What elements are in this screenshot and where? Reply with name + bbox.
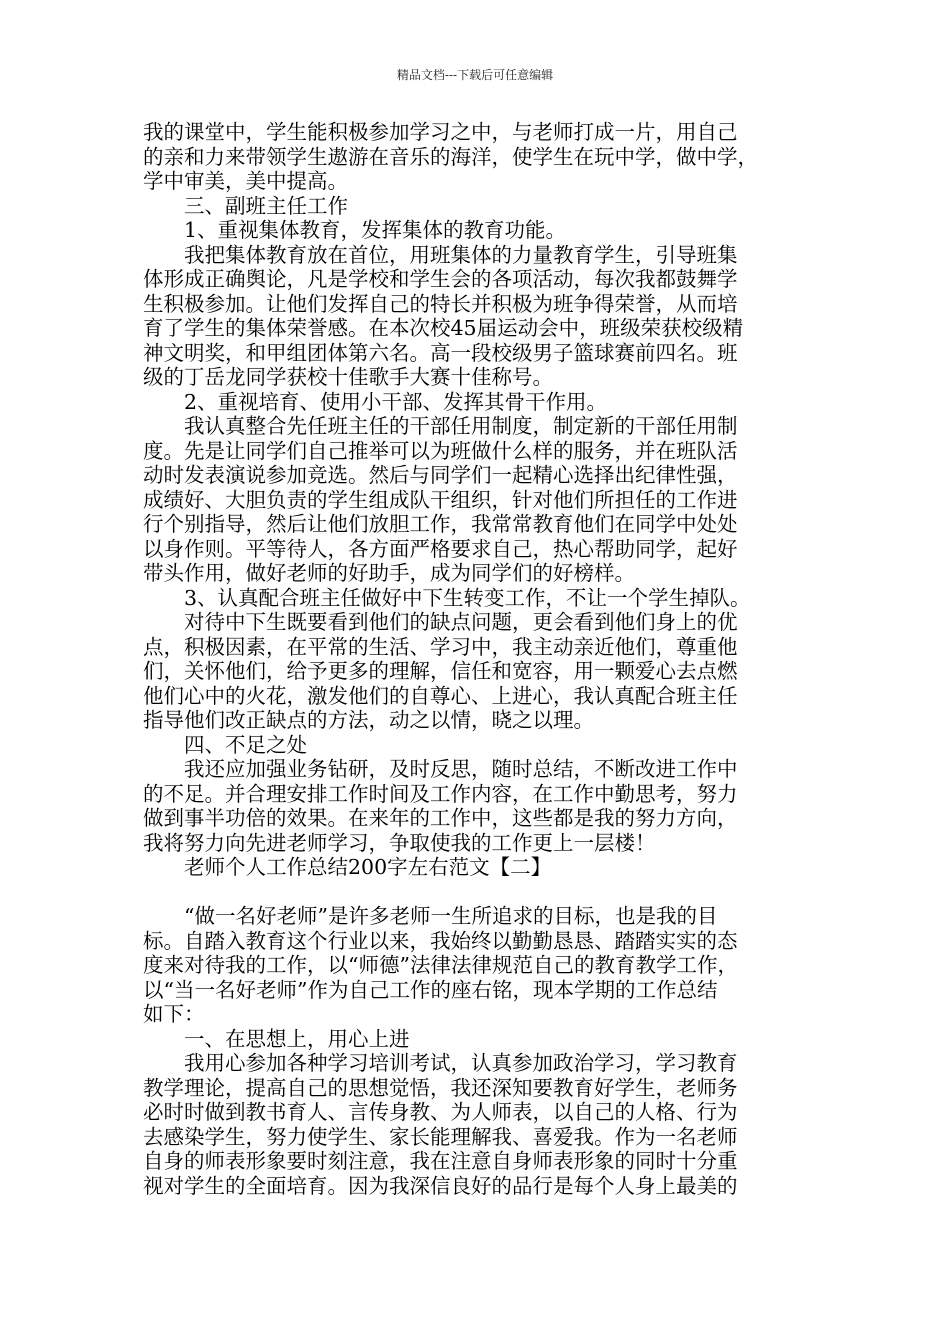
- page-header: 精品文档---下载后可任意编辑: [396, 68, 554, 82]
- text-line: 点，积极因素，在平常的生活、学习中，我主动亲近他们，尊重他: [143, 634, 738, 659]
- text-line: 的不足。并合理安排工作时间及工作内容，在工作中勤思考，努力: [143, 781, 738, 806]
- text-line: 他们心中的火花，激发他们的自尊心、上进心，我认真配合班主任: [143, 683, 738, 708]
- text-line: 度。先是让同学们自己推举可以为班做什么样的服务，并在班队活: [143, 438, 738, 463]
- text-line: 们，关怀他们，给予更多的理解，信任和宽容，用一颗爱心去点燃: [143, 659, 738, 683]
- text-line: 1、重视集体教育，发挥集体的教育功能。: [143, 218, 567, 242]
- text-line: 2、重视培育、使用小干部、发挥其骨干作用。: [143, 389, 608, 414]
- text-line: 学中审美，美中提高。: [143, 169, 348, 193]
- text-line: 我把集体教育放在首位，用班集体的力量教育学生，引导班集: [143, 242, 738, 267]
- text-line: “做一名好老师”是许多老师一生所追求的目标，也是我的目: [143, 904, 718, 928]
- text-line: 必时时做到教书育人、言传身教、为人师表，以自己的人格、行为: [143, 1100, 738, 1124]
- text-line: 我将努力向先进老师学习，争取使我的工作更上一层楼！: [143, 830, 656, 855]
- text-line: 度来对待我的工作，以“师德”法律法律规范自己的教育教学工作，: [143, 953, 738, 977]
- document-body: [143, 120, 808, 1198]
- text-line: 体形成正确舆论，凡是学校和学生会的各项活动，每次我都鼓舞学: [143, 267, 738, 291]
- blank-line: [143, 880, 808, 905]
- text-line: 标。自踏入教育这个行业以来，我始终以勤勤恳恳、踏踏实实的态: [143, 928, 738, 953]
- text-line: 以“当一名好老师”作为自己工作的座右铭，现本学期的工作总结: [143, 977, 718, 1002]
- text-line: 3、认真配合班主任做好中下生转变工作，不让一个学生掉队。: [143, 585, 751, 610]
- text-line: 我还应加强业务钻研，及时反思，随时总结，不断改进工作中: [143, 757, 738, 781]
- text-line: 成绩好、大胆负责的学生组成队干组织，针对他们所担任的工作进: [143, 487, 738, 512]
- text-line: 去感染学生，努力使学生、家长能理解我、喜爱我。作为一名老师: [143, 1124, 738, 1149]
- text-line: 自身的师表形象要时刻注意，我在注意自身师表形象的同时十分重: [143, 1149, 738, 1173]
- text-line: 四、不足之处: [143, 732, 307, 757]
- text-line: 对待中下生既要看到他们的缺点问题，更会看到他们身上的优: [143, 610, 738, 634]
- text-line: 神文明奖，和甲组团体第六名。高一段校级男子篮球赛前四名。班: [143, 340, 738, 365]
- text-line: 老师个人工作总结200字左右范文【二】: [143, 855, 552, 879]
- text-line: 三、副班主任工作: [143, 193, 348, 218]
- text-line: 我用心参加各种学习培训考试，认真参加政治学习，学习教育: [143, 1051, 738, 1075]
- text-line: 我的课堂中，学生能积极参加学习之中，与老师打成一片，用自己: [143, 120, 738, 144]
- text-line: 一、在思想上，用心上进: [143, 1026, 410, 1051]
- text-line: 级的丁岳龙同学获校十佳歌手大赛十佳称号。: [143, 365, 553, 389]
- text-line: 教学理论，提高自己的思想觉悟，我还深知要教育好学生，老师务: [143, 1075, 738, 1100]
- text-line: 如下：: [143, 1002, 205, 1026]
- text-line: 以身作则。平等待人，各方面严格要求自己，热心帮助同学，起好: [143, 536, 738, 561]
- text-line: 做到事半功倍的效果。在来年的工作中，这些都是我的努力方向，: [143, 806, 738, 830]
- text-line: 我认真整合先任班主任的干部任用制度，制定新的干部任用制: [143, 414, 738, 438]
- text-line: 生积极参加。让他们发挥自己的特长并积极为班争得荣誉，从而培: [143, 291, 738, 316]
- text-line: 带头作用，做好老师的好助手，成为同学们的好榜样。: [143, 561, 635, 585]
- text-line: 行个别指导，然后让他们放胆工作，我常常教育他们在同学中处处: [143, 512, 738, 536]
- text-line: 视对学生的全面培育。因为我深信良好的品行是每个人身上最美的: [143, 1173, 738, 1198]
- text-line: 育了学生的集体荣誉感。在本次校45届运动会中，班级荣获校级精: [143, 316, 744, 340]
- text-line: 指导他们改正缺点的方法，动之以情，晓之以理。: [143, 708, 594, 732]
- text-line: 的亲和力来带领学生遨游在音乐的海洋，使学生在玩中学，做中学，: [143, 144, 758, 169]
- text-line: 动时发表演说参加竞选。然后与同学们一起精心选择出纪律性强，: [143, 463, 738, 487]
